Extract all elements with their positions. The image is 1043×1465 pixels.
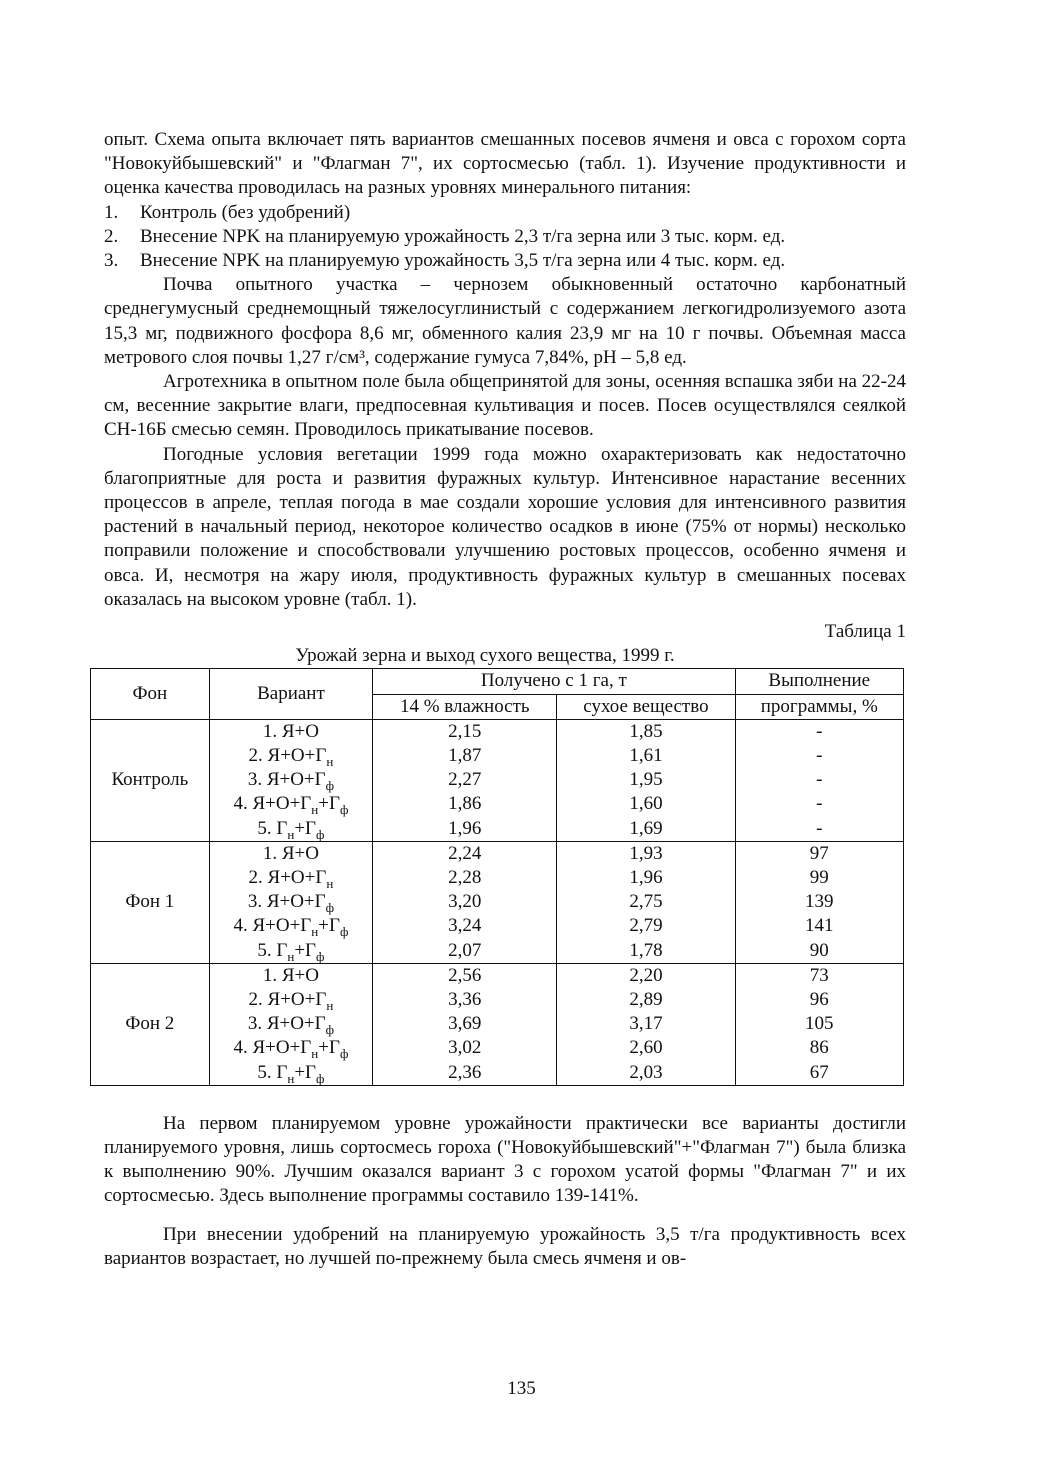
cell-humidity bbox=[373, 963, 557, 1085]
cell-value: 5. $Г_н+Г_ф$ bbox=[257, 1061, 325, 1086]
cell-variants bbox=[209, 963, 372, 1085]
cell-value: 96 bbox=[809, 988, 829, 1010]
list-item: 2. Внесение NPK на планируемую урожайность 2,3 т/га зерна или 3 тыс. корм. ед. bbox=[104, 225, 786, 247]
cell-value: 5. $Г_н+Г_ф$ bbox=[257, 939, 325, 964]
cell-fon: Фон 2 bbox=[91, 963, 210, 1085]
cell-value: 3. $Я+О+Г_ф$ bbox=[247, 1013, 335, 1037]
header-variant: Вариант bbox=[209, 669, 372, 719]
cell-value: 4. $Я+О+Г_н+Г_ф$ bbox=[233, 1037, 349, 1062]
cell-value: 3. $Я+О+Г_ф$ bbox=[247, 769, 335, 794]
list-item: 3. Внесение NPK на планируемую урожайность 3,5 т/га зерна или 4 тыс. корм. ед. bbox=[104, 250, 786, 272]
cell-value: 90 bbox=[809, 939, 829, 961]
cell-value: 1,93 bbox=[629, 842, 663, 864]
cell-value: 3. $Я+О+Г_ф$ bbox=[247, 891, 335, 915]
cell-value: - bbox=[816, 769, 823, 791]
cell-humidity bbox=[373, 841, 557, 963]
cell-value: 3,24 bbox=[448, 915, 482, 937]
cell-value: 4. $Я+О+Г_н+Г_ф$ bbox=[233, 915, 349, 940]
cell-value: 1,85 bbox=[629, 720, 663, 742]
cell-value: 2,15 bbox=[448, 720, 482, 742]
cell-value: 67 bbox=[809, 1061, 829, 1083]
cell-value: - bbox=[816, 817, 823, 839]
cell-dry bbox=[557, 719, 735, 841]
results-paragraph-1: На первом планируемом уровне урожайности практически все варианты достигли планируемого уровня, лишь сортосмесь гороха ("Новокуйбышевский"+"Флагман 7") была близка к выполнению 90%. Лучшим оказался вариант 3 с горохом усатой формы "Флагман 7" и их сортосмесью. Здесь выполнение программы составило 139-141%. bbox=[104, 1112, 906, 1207]
cell-value: 2,89 bbox=[629, 988, 663, 1010]
header-program-line2: программы, % bbox=[735, 694, 903, 719]
cell-value: - bbox=[816, 793, 823, 815]
cell-value: 2. $Я+О+Г_н$ bbox=[248, 988, 334, 1013]
table-label: Таблица 1 bbox=[824, 621, 906, 643]
cell-value: 1. Я+О bbox=[262, 964, 319, 986]
table-body bbox=[91, 719, 904, 1085]
cell-program bbox=[735, 719, 903, 841]
cell-program bbox=[735, 963, 903, 1085]
cell-value: 3,17 bbox=[629, 1013, 663, 1035]
cell-value: - bbox=[816, 745, 823, 767]
cell-value: 1,87 bbox=[448, 745, 482, 767]
cell-value: - bbox=[816, 720, 823, 742]
cell-value: 1,96 bbox=[448, 817, 482, 839]
header-obtained: Получено с 1 га, т bbox=[373, 669, 735, 694]
cell-fon: Фон 1 bbox=[91, 841, 210, 963]
cell-value: 141 bbox=[805, 915, 834, 937]
cell-value: 2. $Я+О+Г_н$ bbox=[248, 867, 334, 891]
header-program-line1: Выполнение bbox=[735, 669, 903, 694]
cell-value: 4. $Я+О+Г_н+Г_ф$ bbox=[233, 793, 349, 818]
results-paragraph-2: При внесении удобрений на планируемую урожайность 3,5 т/га продуктивность всех вариантов возрастает, но лучшей по-прежнему была смесь ячменя и ов- bbox=[104, 1223, 906, 1269]
cell-value: 139 bbox=[805, 891, 834, 913]
cell-value: 1,78 bbox=[629, 939, 663, 961]
cell-fon: Контроль bbox=[91, 719, 210, 841]
cell-value: 3,36 bbox=[448, 988, 482, 1010]
cell-value: 1,60 bbox=[629, 793, 663, 815]
cell-value: 3,20 bbox=[448, 891, 482, 913]
cell-value: 2,60 bbox=[629, 1037, 663, 1059]
intro-paragraph: опыт. Схема опыта включает пять вариантов смешанных посевов ячменя и овса с горохом сорта "Новокуйбышевский" и "Флагман 7", их сортосмесью (табл. 1). Изучение продуктивности и оценка качества проводилась на разных уровнях минерального питания: bbox=[104, 129, 906, 199]
cell-value: 2,03 bbox=[629, 1061, 663, 1083]
cell-value: 2,27 bbox=[448, 769, 482, 791]
table-row bbox=[91, 719, 904, 841]
page-number: 135 bbox=[507, 1378, 536, 1399]
agrotechnics-paragraph: Агротехника в опытном поле была общепринятой для зоны, осенняя вспашка зяби на 22-24 см, весенние закрытие влаги, предпосевная культивация и посев. Посев осуществлялся сеялкой СН-16Б смесью семян. Проводилось прикатывание посевов. bbox=[104, 371, 906, 441]
cell-value: 86 bbox=[809, 1037, 829, 1059]
cell-value: 5. $Г_н+Г_ф$ bbox=[257, 817, 325, 842]
yield-table bbox=[90, 668, 904, 1085]
table-title: Урожай зерна и выход сухого вещества, 1999 г. bbox=[295, 645, 675, 667]
cell-program bbox=[735, 841, 903, 963]
cell-value: 2,24 bbox=[448, 842, 482, 864]
nutrition-levels-list bbox=[104, 201, 906, 274]
cell-value: 1,86 bbox=[448, 793, 482, 815]
cell-value: 97 bbox=[809, 842, 829, 864]
cell-value: 105 bbox=[805, 1013, 834, 1035]
cell-value: 2,36 bbox=[448, 1061, 482, 1083]
cell-value: 2,07 bbox=[448, 939, 482, 961]
header-humidity: 14 % влажность bbox=[373, 694, 557, 719]
cell-value: 73 bbox=[809, 964, 829, 986]
cell-value: 2,75 bbox=[629, 891, 663, 913]
cell-value: 1. Я+О bbox=[262, 720, 319, 742]
cell-value: 2,79 bbox=[629, 915, 663, 937]
cell-value: 3,02 bbox=[448, 1037, 482, 1059]
cell-value: 2. $Я+О+Г_н$ bbox=[248, 745, 334, 769]
cell-humidity bbox=[373, 719, 557, 841]
cell-value: 2,20 bbox=[629, 964, 663, 986]
cell-value: 1,95 bbox=[629, 769, 663, 791]
table-row bbox=[91, 841, 904, 963]
cell-value: 2,28 bbox=[448, 867, 482, 888]
list-item: 1. Контроль (без удобрений) bbox=[104, 201, 351, 223]
header-fon: Фон bbox=[91, 669, 210, 719]
cell-value: 3,69 bbox=[448, 1013, 482, 1035]
cell-dry bbox=[557, 963, 735, 1085]
cell-value: 1,69 bbox=[629, 817, 663, 839]
cell-value: 1,96 bbox=[629, 867, 663, 888]
soil-paragraph: Почва опытного участка – чернозем обыкновенный остаточно карбонатный среднегумусный среднемощный тяжелосуглинистый с содержанием легкогидролизуемого азота 15,3 мг, подвижного фосфора 8,6 мг, обменного калия 23,9 мг на 10 г почвы. Объемная масса метрового слоя почвы 1,27 г/см³, содержание гумуса 7,84%, pH – 5,8 ед. bbox=[104, 274, 906, 368]
page-body bbox=[104, 128, 906, 1271]
cell-value: 2,56 bbox=[448, 964, 482, 986]
header-dry-matter: сухое вещество bbox=[557, 694, 735, 719]
weather-paragraph: Погодные условия вегетации 1999 года можно охарактеризовать как недостаточно благоприятные для роста и развития фуражных культур. Интенсивное нарастание весенних процессов в апреле, теплая погода в мае создали хорошие условия для интенсивного развития растений в начальный период, некоторое количество осадков в июне (75% от нормы) несколько поправили положение и способствовали улучшению ростовых процессов, особенно ячменя и овса. И, несмотря на жару июля, продуктивность фуражных культур в смешанных посевах оказалась на высоком уровне (табл. 1). bbox=[104, 443, 906, 610]
cell-value: 1. Я+О bbox=[262, 842, 319, 864]
table-row bbox=[91, 963, 904, 1085]
cell-value: 99 bbox=[809, 867, 829, 888]
cell-value: 1,61 bbox=[629, 745, 663, 767]
cell-variants bbox=[209, 719, 372, 841]
cell-dry bbox=[557, 841, 735, 963]
cell-variants bbox=[209, 841, 372, 963]
